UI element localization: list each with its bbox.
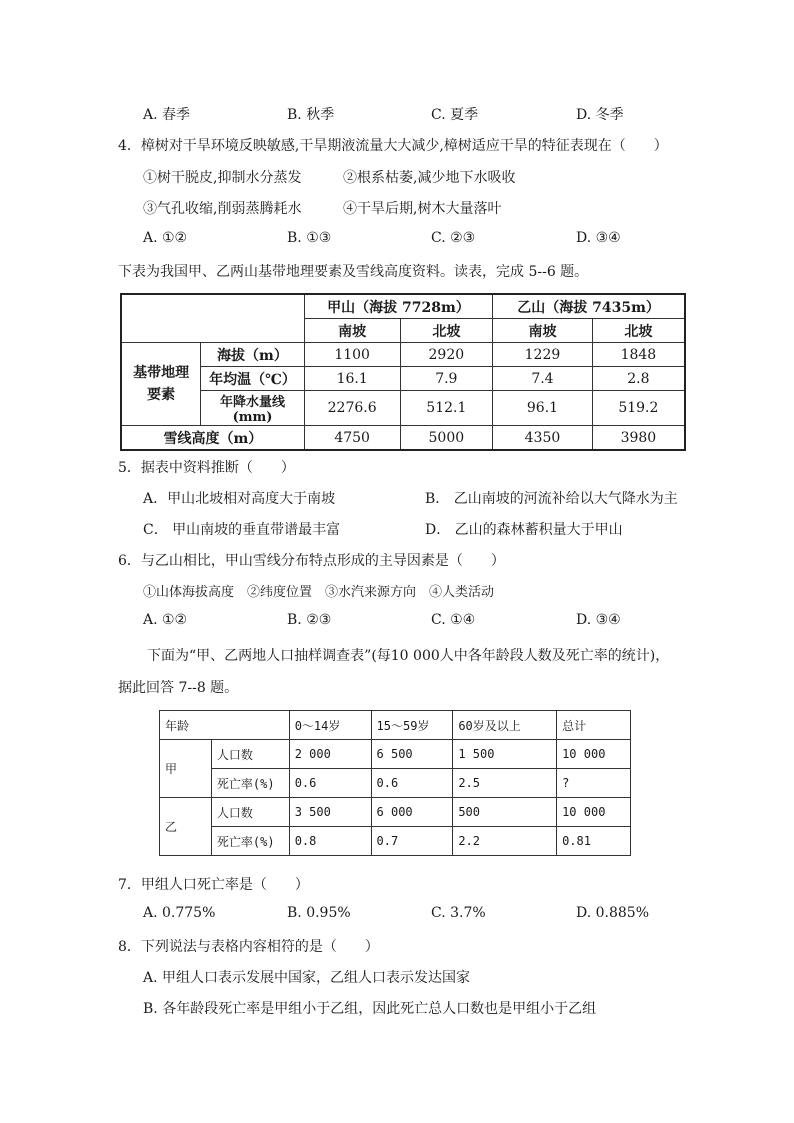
table1-cell: 5000 [400,426,493,451]
q3-option-c: C. 夏季 [431,107,479,123]
table2-row-label: 死亡率(%) [211,827,289,856]
q6-stem: 6．与乙山相比，甲山雪线分布特点形成的主导因素是（ ） [118,553,505,569]
table1-slope: 南坡 [493,319,593,343]
table2-row-label: 人口数 [211,798,289,827]
table1-cell: 7.9 [400,367,493,391]
q5-option-c: C． 甲山南坡的垂直带谱最丰富 [143,522,341,538]
q8-option-a: A. 甲组人口表示发展中国家，乙组人口表示发达国家 [143,970,471,986]
q7-stem: 7．甲组人口死亡率是（ ） [118,877,309,893]
q6-option-d: D. ③④ [576,612,621,628]
table1-cell: 1100 [304,343,400,367]
table2-cell: 500 [453,798,557,827]
q4-item-3: ③气孔收缩,削弱蒸腾耗水 [143,201,302,217]
q4-option-d: D. ③④ [576,230,621,246]
table1-cell: 1229 [493,343,593,367]
q4-stem: 4．樟树对干旱环境反映敏感,干旱期液流量大大减少,樟树适应干旱的特征表现在（ ） [118,138,668,154]
table1-group-label: 基带地理要素 [121,343,201,426]
table1-cell: 2920 [400,343,493,367]
table2-header: 年龄 [160,711,290,740]
table2-cell: ? [557,769,631,798]
table1-slope: 北坡 [592,319,685,343]
q7-option-c: C. 3.7% [431,905,486,921]
table1-corner [121,294,304,343]
q4-item-1: ①树干脱皮,抑制水分蒸发 [143,170,302,186]
q4-item-4: ④干旱后期,树木大量落叶 [343,201,502,217]
table1-cell: 3980 [592,426,685,451]
table2-cell: 0.6 [371,769,453,798]
q7-option-a: A. 0.775% [143,905,216,921]
table2-cell: 6 000 [371,798,453,827]
q4-option-b: B. ①③ [287,230,332,246]
table2-row-label: 人口数 [211,740,289,769]
q4-option-c: C. ②③ [431,230,476,246]
q8-option-b: B. 各年龄段死亡率是甲组小于乙组，因此死亡总人口数也是甲组小于乙组 [143,1001,597,1017]
table2-cell: 2.5 [453,769,557,798]
q3-option-b: B. 秋季 [287,107,335,123]
table2-header: 15～59岁 [371,711,453,740]
table1-cell: 16.1 [304,367,400,391]
q6-option-c: C. ①④ [431,612,476,628]
q6-items: ①山体海拔高度 ②纬度位置 ③水汽来源方向 ④人类活动 [143,585,495,600]
table2-header: 0～14岁 [289,711,371,740]
q3-option-d: D. 冬季 [576,107,624,123]
q5-stem: 5．据表中资料推断（ ） [118,460,295,476]
intro-7-8-line1: 下面为“甲、乙两地人口抽样调查表”(每10 000人中各年龄段人数及死亡率的统计)， [147,648,670,664]
table1-cell: 1848 [592,343,685,367]
table2-cell: 0.8 [289,827,371,856]
intro-7-8-line2: 据此回答 7--8 题。 [118,680,239,696]
table1-cell: 2.8 [592,367,685,391]
table1-cell: 4350 [493,426,593,451]
table2-row-label: 死亡率(%) [211,769,289,798]
table2-cell: 6 500 [371,740,453,769]
table1-mountain-b: 乙山（海拔 7435m） [493,294,685,319]
table1-cell: 2276.6 [304,391,400,426]
table1-row-label: 年均温（℃） [201,367,305,391]
table2-cell: 0.81 [557,827,631,856]
table1-slope: 北坡 [400,319,493,343]
table1-cell: 512.1 [400,391,493,426]
q6-option-a: A. ①② [143,612,188,628]
table1-slope: 南坡 [304,319,400,343]
table2-cell: 10 000 [557,740,631,769]
q7-option-d: D. 0.885% [576,905,650,921]
q5-option-d: D． 乙山的森林蓄积量大于甲山 [425,522,623,538]
q4-item-2: ②根系枯萎,减少地下水吸收 [343,170,516,186]
q5-option-a: A．甲山北坡相对高度大于南坡 [143,491,336,507]
table1-cell: 4750 [304,426,400,451]
table1-cell: 519.2 [592,391,685,426]
table1-cell: 96.1 [493,391,593,426]
table2-cell: 1 500 [453,740,557,769]
table1-cell: 7.4 [493,367,593,391]
population-table [159,710,631,856]
table2-cell: 10 000 [557,798,631,827]
table1-mountain-a: 甲山（海拔 7728m） [304,294,492,319]
intro-5-6: 下表为我国甲、乙两山基带地理要素及雪线高度资料。读表，完成 5--6 题。 [118,264,589,280]
table1-row-label: 年降水量线(mm) [201,391,305,426]
q8-stem: 8．下列说法与表格内容相符的是（ ） [118,939,379,955]
table2-cell: 2 000 [289,740,371,769]
table2-cell: 3 500 [289,798,371,827]
mountain-table [120,293,686,451]
q4-option-a: A. ①② [143,230,188,246]
table2-header: 60岁及以上 [453,711,557,740]
table2-cell: 2.2 [453,827,557,856]
table2-cell: 0.6 [289,769,371,798]
table2-group: 甲 [160,740,212,798]
q5-option-b: B． 乙山南坡的河流补给以大气降水为主 [425,491,678,507]
q3-option-a: A. 春季 [143,107,191,123]
table1-row-label: 海拔（m） [201,343,305,367]
table2-group: 乙 [160,798,212,856]
table2-cell: 0.7 [371,827,453,856]
q7-option-b: B. 0.95% [287,905,351,921]
table1-snow-label: 雪线高度（m） [121,426,304,451]
q6-option-b: B. ②③ [287,612,332,628]
table2-header: 总计 [557,711,631,740]
